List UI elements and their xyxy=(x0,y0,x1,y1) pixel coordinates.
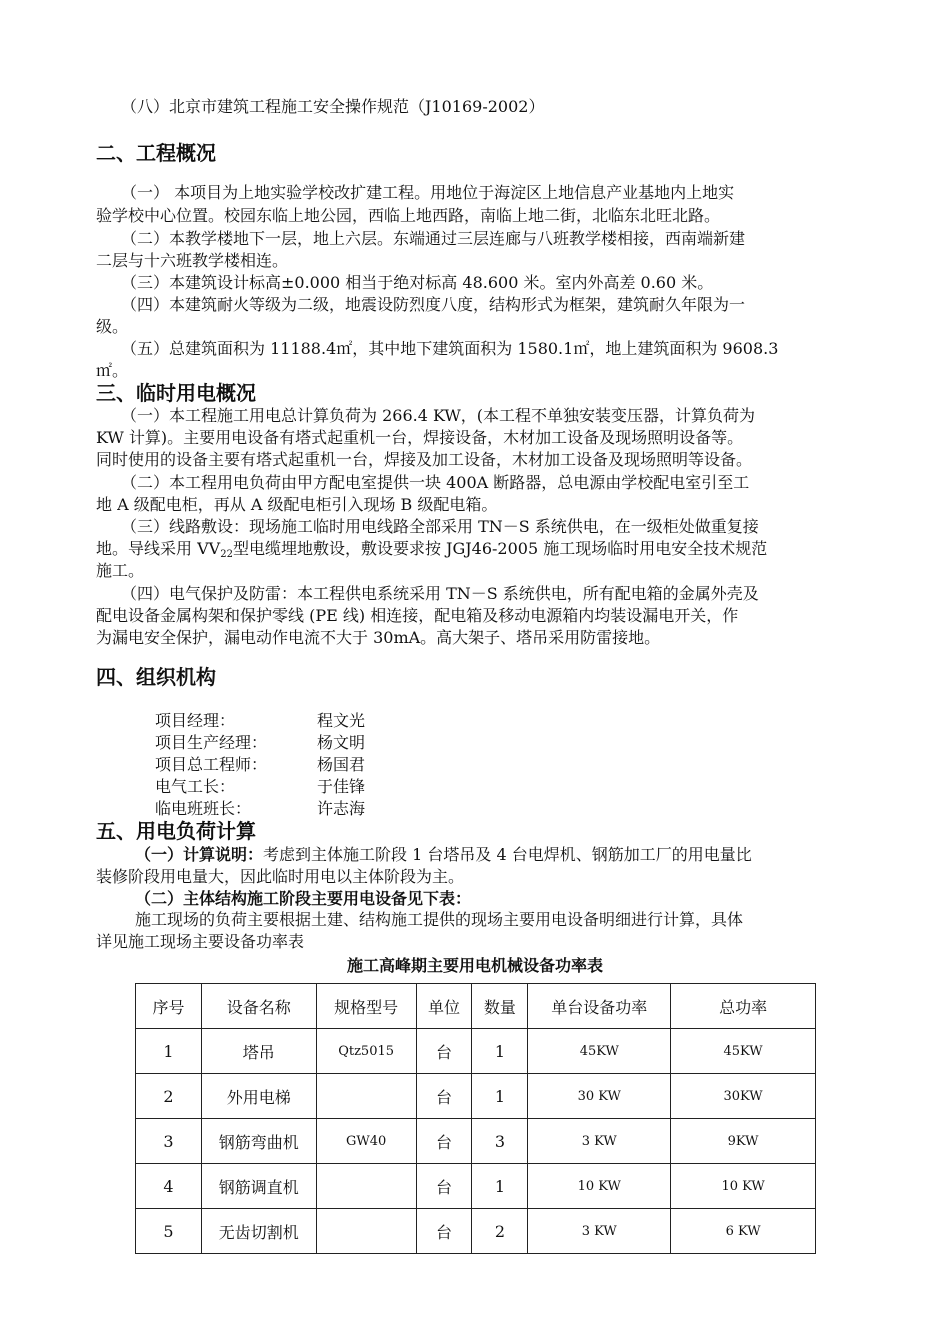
table-cell: 9KW xyxy=(671,1119,816,1164)
table-cell: 1 xyxy=(472,1029,528,1074)
org-member-row xyxy=(155,711,455,731)
paragraph-line: 地 A 级配电柜，再从 A 级配电柜引入现场 B 级配电箱。 xyxy=(96,495,498,514)
table-cell: 4 xyxy=(136,1164,202,1209)
header-cell: 规格型号 xyxy=(316,984,416,1029)
table-cell: 10 KW xyxy=(528,1164,671,1209)
paragraph-line: 级。 xyxy=(96,317,129,336)
paragraph-line: 配电设备金属构架和保护零线 (PE 线) 相连接，配电箱及移动电源箱内均装设漏电开关，作 xyxy=(96,606,739,625)
table-cell: 3 xyxy=(136,1119,202,1164)
org-member-row xyxy=(155,755,455,775)
calc-note-label: （一）计算说明： xyxy=(135,845,264,864)
paragraph-line: 施工现场的负荷主要根据土建、结构施工提供的现场主要用电设备明细进行计算，具体 xyxy=(135,910,744,929)
section2-heading: 二、工程概况 xyxy=(96,141,216,165)
cable-subscript: 22 xyxy=(220,549,233,560)
table-cell: 钢筋调直机 xyxy=(201,1164,316,1209)
table-cell xyxy=(316,1074,416,1119)
org-member-row xyxy=(155,733,455,753)
org-name: 于佳锋 xyxy=(317,777,366,796)
table-cell: 3 KW xyxy=(528,1119,671,1164)
org-role: 电气工长： xyxy=(155,777,236,796)
table-cell: 5 xyxy=(136,1209,202,1254)
paragraph-line: 为漏电安全保护，漏电动作电流不大于 30mA。高大架子、塔吊采用防雷接地。 xyxy=(96,628,661,647)
table-cell: 1 xyxy=(472,1074,528,1119)
equipment-power-table xyxy=(135,983,816,1254)
table-cell: Qtz5015 xyxy=(316,1029,416,1074)
table-cell: 台 xyxy=(416,1074,472,1119)
table-row xyxy=(136,1209,816,1254)
table-cell: 塔吊 xyxy=(201,1029,316,1074)
paragraph-line: （四）电气保护及防雷：本工程供电系统采用 TN－S 系统供电，所有配电箱的金属外壳及 xyxy=(121,584,759,603)
table-cell: 1 xyxy=(136,1029,202,1074)
table-cell: 30KW xyxy=(671,1074,816,1119)
table-cell: GW40 xyxy=(316,1119,416,1164)
cable-text-after: 型电缆埋地敷设，敷设要求按 JGJ46-2005 施工现场临时用电安全技术规范 xyxy=(232,539,768,558)
calc-note-line xyxy=(135,845,752,865)
section3-heading: 三、临时用电概况 xyxy=(96,381,256,405)
table-cell: 6 KW xyxy=(671,1209,816,1254)
table-cell: 台 xyxy=(416,1119,472,1164)
table-cell xyxy=(316,1164,416,1209)
paragraph-line: 施工。 xyxy=(96,561,145,580)
paragraph-line: （一） 本项目为上地实验学校改扩建工程。用地位于海淀区上地信息产业基地内上地实 xyxy=(121,183,735,202)
cable-text-before: 地。导线采用 VV xyxy=(96,539,221,558)
paragraph-line: 详见施工现场主要设备功率表 xyxy=(96,932,305,951)
table-cell xyxy=(316,1209,416,1254)
org-member-row xyxy=(155,777,455,797)
header-cell: 总功率 xyxy=(671,984,816,1029)
table-cell: 外用电梯 xyxy=(201,1074,316,1119)
paragraph-line-cable xyxy=(96,539,767,565)
paragraph-line: 装修阶段用电量大，因此临时用电以主体阶段为主。 xyxy=(96,867,465,886)
table-cell: 台 xyxy=(416,1209,472,1254)
table-cell: 1 xyxy=(472,1164,528,1209)
table-cell: 台 xyxy=(416,1029,472,1074)
table-cell: 无齿切割机 xyxy=(201,1209,316,1254)
header-cell: 数量 xyxy=(472,984,528,1029)
section4-heading: 四、组织机构 xyxy=(96,665,216,689)
paragraph-line: 同时使用的设备主要有塔式起重机一台，焊接及加工设备，木材加工设备及现场照明等设备。 xyxy=(96,450,753,469)
org-name: 杨国君 xyxy=(317,755,366,774)
table-row xyxy=(136,1164,816,1209)
paragraph-line: 验学校中心位置。校园东临上地公园，西临上地西路，南临上地二街，北临东北旺北路。 xyxy=(96,206,721,225)
table-cell: 台 xyxy=(416,1164,472,1209)
table-cell: 10 KW xyxy=(671,1164,816,1209)
table-row xyxy=(136,1029,816,1074)
header-cell: 单台设备功率 xyxy=(528,984,671,1029)
org-member-row xyxy=(155,799,455,819)
org-name: 杨文明 xyxy=(317,733,366,752)
table-cell: 3 KW xyxy=(528,1209,671,1254)
table-cell: 2 xyxy=(136,1074,202,1119)
paragraph-line: （五）总建筑面积为 11188.4㎡，其中地下建筑面积为 1580.1㎡，地上建筑面积为 9608.3 xyxy=(121,339,779,358)
paragraph-line: （二）本工程用电负荷由甲方配电室提供一块 400A 断路器，总电源由学校配电室引至工 xyxy=(121,473,750,492)
calc-note-text: 考虑到主体施工阶段 1 台塔吊及 4 台电焊机、钢筋加工厂的用电量比 xyxy=(263,845,752,864)
table-cell: 45KW xyxy=(671,1029,816,1074)
table-cell: 30 KW xyxy=(528,1074,671,1119)
paragraph-line: （一）本工程施工用电总计算负荷为 266.4 KW，(本工程不单独安装变压器，计算负荷为 xyxy=(121,406,756,425)
org-role: 项目生产经理： xyxy=(155,733,268,752)
org-role: 项目经理： xyxy=(155,711,236,730)
table-row xyxy=(136,1119,816,1164)
header-cell: 设备名称 xyxy=(201,984,316,1029)
equipment-list-label: （二）主体结构施工阶段主要用电设备见下表： xyxy=(135,889,472,908)
table-cell: 45KW xyxy=(528,1029,671,1074)
table-cell: 3 xyxy=(472,1119,528,1164)
intro-line: （八）北京市建筑工程施工安全操作规范（J10169-2002） xyxy=(121,97,545,116)
paragraph-line: （四）本建筑耐火等级为二级，地震设防烈度八度，结构形式为框架，建筑耐久年限为一 xyxy=(121,295,746,314)
org-role: 临电班班长： xyxy=(155,799,252,818)
paragraph-line: （二）本教学楼地下一层，地上六层。东端通过三层连廊与八班教学楼相接，西南端新建 xyxy=(121,229,746,248)
table-header-row xyxy=(136,984,816,1029)
org-name: 许志海 xyxy=(317,799,366,818)
paragraph-line: （三）线路敷设：现场施工临时用电线路全部采用 TN－S 系统供电，在一级柜处做重复接 xyxy=(121,517,759,536)
table-row xyxy=(136,1074,816,1119)
org-name: 程文光 xyxy=(317,711,366,730)
table-title: 施工高峰期主要用电机械设备功率表 xyxy=(346,956,603,975)
table-cell: 2 xyxy=(472,1209,528,1254)
paragraph-line: （三）本建筑设计标高±0.000 相当于绝对标高 48.600 米。室内外高差 0.60 米。 xyxy=(121,273,714,292)
paragraph-line: 二层与十六班教学楼相连。 xyxy=(96,251,289,270)
paragraph-line: KW 计算)。主要用电设备有塔式起重机一台，焊接设备，木材加工设备及现场照明设备等。 xyxy=(96,428,744,447)
header-cell: 单位 xyxy=(416,984,472,1029)
header-cell: 序号 xyxy=(136,984,202,1029)
org-role: 项目总工程师： xyxy=(155,755,268,774)
paragraph-line: ㎡。 xyxy=(96,361,129,380)
section5-heading: 五、用电负荷计算 xyxy=(96,819,256,843)
table-cell: 钢筋弯曲机 xyxy=(201,1119,316,1164)
